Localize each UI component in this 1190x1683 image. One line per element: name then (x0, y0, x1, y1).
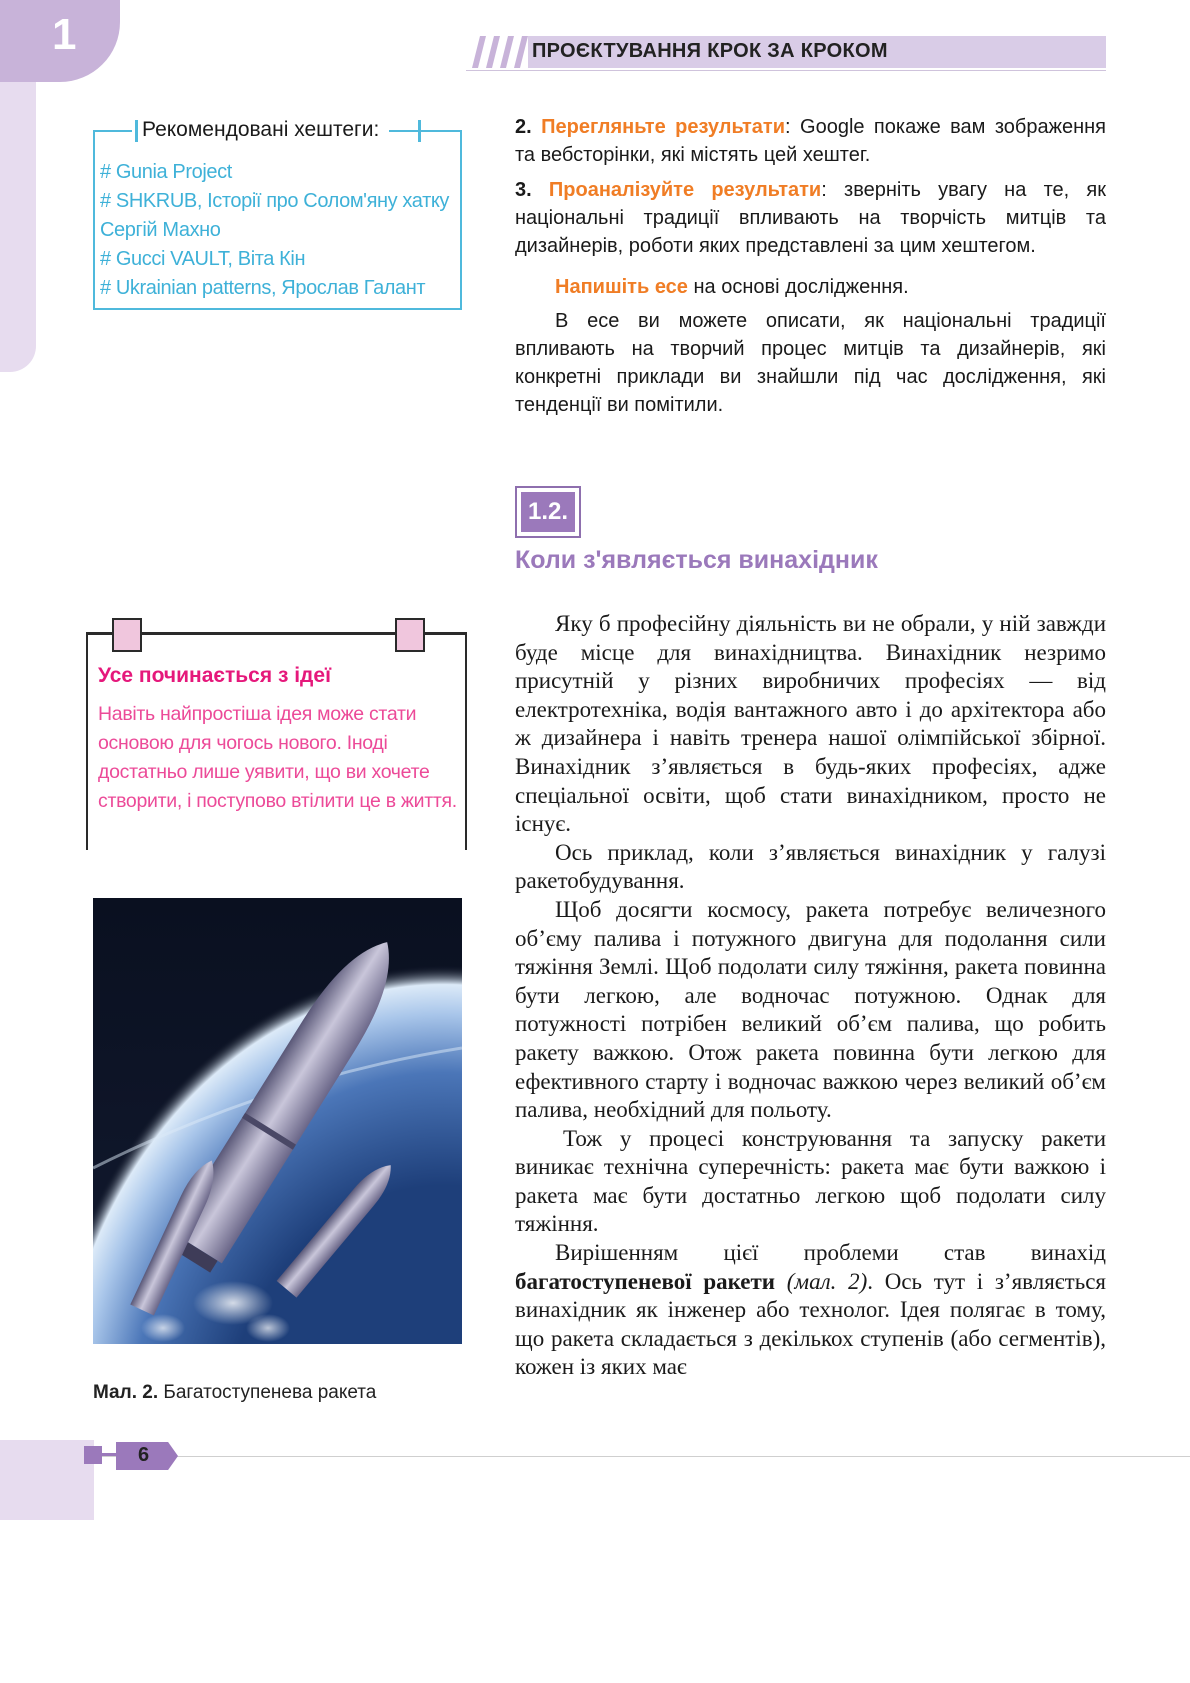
body-paragraph-text: Вирішенням цієї проблеми став винахід (555, 1240, 1106, 1266)
footer-dash (102, 1453, 116, 1456)
body-paragraph-text: . Ось тут і з’являється винахідник як інженер або технолог. Ідея полягає в тому, що ракета складається з декількох ступенів (або сегментів), кожен із яких має (515, 1268, 1106, 1380)
footer-block (0, 1440, 94, 1520)
step-3-text: : зверніть увагу на те, як національні традиції впливають на творчість митців та дизайнерів, роботи яких представлені за цим хештегом. (515, 179, 1107, 257)
body-paragraph: Ось приклад, коли з’являється винахідник у галузі ракетобудування. (515, 839, 1106, 894)
note-tape-right (395, 618, 425, 652)
hashtag-item: # Ukrainian patterns, Ярослав Галант (100, 277, 426, 299)
step-2 (515, 113, 1106, 169)
note-title: Усе починається з ідеї (98, 664, 331, 687)
essay-text: на основі дослідження. (687, 276, 909, 298)
body-paragraph: Щоб досягти космосу, ракета потребує величезного об’єму палива і потужного двигуна для подолання сили тяжіння Землі. Щоб подолати силу тяжіння, ракета повинна бути легкою, але водночас потужною. Однак для потужності потрібен великий об’єм палива, що робить ракету важкою. Отож ракета повинна бути легкою для ефективного старту і водночас важкою через великий об’єм палива, необхідний для польоту. (515, 896, 1106, 1123)
hashtag-item: # Gucci VAULT, Віта Кін (100, 248, 306, 270)
essay-highlight: Напишіть есе (555, 276, 688, 298)
term-bold: багатоступеневої ракети (515, 1268, 776, 1294)
essay-instruction (555, 273, 1106, 301)
hashtags-tick-right (418, 120, 421, 142)
footer-line (94, 1456, 1190, 1457)
hashtag-item: # SHKRUB, Історії про Солом'яну хатку (100, 190, 450, 212)
hashtags-tick-left (135, 120, 138, 142)
note-body: Навіть найпростіша ідея може стати основою для чогось нового. Іноді достатньо лише уявити, що ви хочете створити, і поступово втілити це в життя. (98, 703, 457, 812)
step-2-highlight: Перегляньте результати (541, 116, 786, 138)
header-stripes (466, 36, 532, 68)
body-text (515, 610, 1106, 1382)
page-number: 6 (138, 1444, 150, 1466)
hashtags-title: Рекомендовані хештеги: (142, 118, 380, 141)
step-3-highlight: Проаналізуйте результати (548, 179, 822, 201)
figure-label: Мал. 2. (93, 1382, 159, 1403)
hashtags-list (100, 158, 449, 303)
body-paragraph: Яку б професійну діяльність ви не обрали, у ній завжди буде місце для винахідництва. Винахідник незримо присутній у різних виробничих професіях — від електротехніка, водія вантажного авто і до архітектора або ж дизайнера і навіть тренера нашої олімпійської збірної. Винахідник з’являється в будь-яких професіях, адже спеціальної освіти, щоб стати винахідником, просто не існує. (515, 611, 1106, 837)
note-frame-left (86, 632, 88, 850)
rocket-image (93, 898, 462, 1344)
footer-square (84, 1446, 102, 1464)
note-tape-left (112, 618, 142, 652)
essay-description: В есе ви можете описати, як національні традиції впливають на творчий процес митців та дизайнерів, які конкретні приклади ви знайшли під час дослідження, які тенденції ви помітили. (515, 310, 1106, 416)
body-paragraph (515, 1125, 1106, 1239)
figure-reference: (мал. 2) (775, 1268, 868, 1294)
hashtag-item: Сергій Махно (100, 219, 221, 241)
figure-caption-text: Багатоступенева ракета (158, 1382, 377, 1403)
step-2-number: 2. (515, 116, 532, 138)
section-title: Коли з'являється винахідник (515, 546, 878, 574)
figure-caption (93, 1382, 376, 1404)
step-2-text: : Google покаже вам зображення та вебсторінки, які містять цей хештег. (515, 116, 1107, 166)
step-3-number: 3. (515, 179, 532, 201)
rocket-illustration (93, 898, 462, 1344)
step-3 (515, 176, 1106, 260)
header-divider (466, 70, 1106, 71)
running-header-title: ПРОЄКТУВАННЯ КРОК ЗА КРОКОМ (532, 40, 888, 62)
hashtags-title-wrap (132, 118, 389, 142)
chapter-number: 1 (52, 10, 77, 59)
hashtag-item: # Gunia Project (100, 161, 232, 183)
section-badge: 1.2. (521, 492, 575, 532)
body-paragraph (515, 1239, 1106, 1382)
body-paragraph-text: Тож у процесі конструювання та запуску ракети виникає технічна суперечність: ракета має бути важкою і ракета має бути достатньо легкою щоб подолати силу тяжіння. (515, 1125, 1106, 1237)
